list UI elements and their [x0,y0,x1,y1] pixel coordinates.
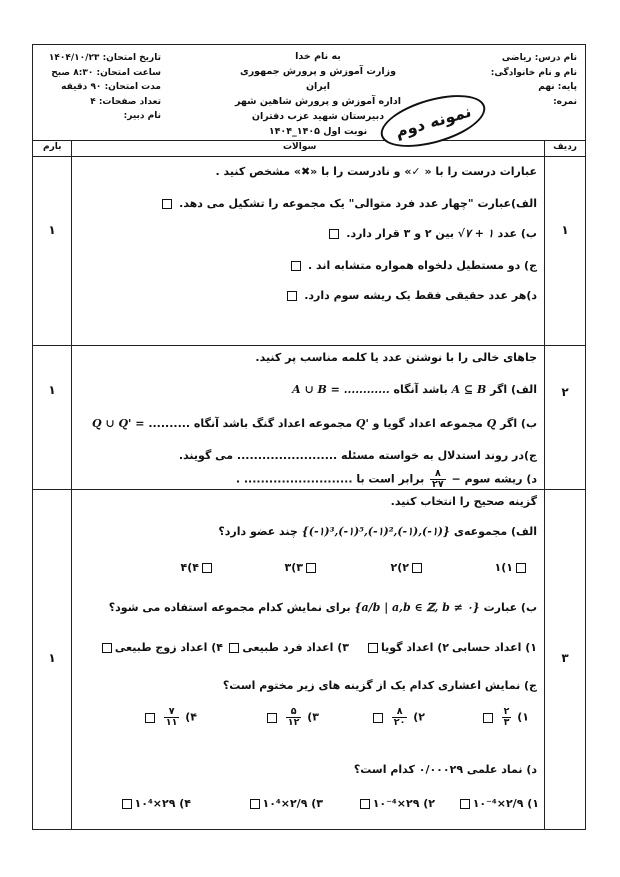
column-headers [33,141,585,157]
question-1-item-c: ج) دو مستطیل دلخواه همواره متشابه اند . [77,259,537,272]
ministry-name: وزارت آموزش و پرورش جمهوری ایران [239,66,397,92]
question-3-score: ۱ [48,651,56,665]
option-3b-4[interactable]: ۴) اعداد زوج طبیعی [99,641,223,654]
checkbox-1a[interactable] [162,199,172,209]
teacher-name-field: نام دبیر: [123,111,161,121]
question-1-number: ۱ [561,223,569,237]
question-2-item-a: الف) اگر A ⊆ B باشد آنگاه A ∪ B = ............ [292,383,537,396]
option-3c-4[interactable]: ۴) $\frac{۷}{۱۱}$ [142,707,197,728]
column-row: ردیف [553,142,577,152]
question-2-title: جاهای خالی را با نوشتن عدد یا کلمه مناسب پر کنید. [255,351,537,364]
checkbox-1b[interactable] [329,229,339,239]
question-1-item-d: د)هر عدد حقیقی فقط یک ریشه سوم دارد. [77,289,537,302]
question-3 [71,489,545,831]
option-3d-4[interactable]: ۴) ۲۹×۱۰⁴ [119,797,191,810]
question-3-item-a: الف) مجموعه‌ی {(-۱)³,(-۱)⁵,(-۱)²,(-۱),(-۱)} چند عضو دارد؟ [218,525,537,538]
question-1-title: عبارات درست را با « ✓» و نادرست را با «✖» مشخص کنید . [215,165,537,178]
department-name: اداره آموزش و پرورش شاهین شهر [235,96,401,107]
option-3d-1[interactable]: ۱) ۲/۹×۱۰⁻⁴ [457,797,539,810]
option-3d-3[interactable]: ۳) ۲/۹×۱۰⁴ [247,797,324,810]
option-3b-2[interactable]: ۲) اعداد گویا [365,641,449,654]
score-field: نمره: [553,96,577,107]
header-exam-info [41,51,161,124]
question-1-item-b: ب) عدد √۷ + ۱ بین ۲ و ۳ قرار دارد. [77,227,537,240]
question-2-item-d: د) ریشه سوم − $\frac{۸}{۲۷}$ برابر است با .......................... . [235,468,537,490]
exam-header [33,45,585,141]
exam-date: تاریخ امتحان: ۱۴۰۴/۱۰/۲۳ [48,53,161,63]
question-3-item-c: ج) نمایش اعشاری کدام یک از گزینه های زیر مختوم است؟ [222,679,537,692]
course-name: نام درس: ریاضی [501,53,577,63]
union-blank[interactable]: A ∪ B = ............ [292,383,390,396]
exam-term: نوبت اول ۱۴۰۵_۱۴۰۴ [268,126,368,137]
exam-duration: مدت امتحان: ۹۰ دقیقه [61,82,161,92]
student-name-field: نام و نام خانوادگی: [490,67,577,78]
option-3b-1[interactable]: ۱) اعداد حسابی [452,641,537,654]
page-count: تعداد صفحات: ۴ [90,96,161,107]
option-3b-3[interactable]: ۳) اعداد فرد طبیعی [226,641,349,654]
option-3d-2[interactable]: ۲) ۲۹×۱۰⁻⁴ [357,797,435,810]
option-3c-1[interactable]: ۱) $\frac{۲}{۳}$ [480,707,529,728]
exam-time: ساعت امتحان: ۸:۳۰ صبح [51,67,161,78]
column-questions: سوالات [283,142,317,152]
question-2-number: ۲ [561,385,569,399]
fraction-8-27: $\frac{۸}{۲۷}$ [432,468,444,490]
option-3c-2[interactable]: ۲) $\frac{۸}{۲۰}$ [370,707,425,728]
question-2-score: ۱ [48,383,56,397]
question-2 [71,345,545,489]
question-3-item-b: ب) عبارت {a/b | a,b ∈ ℤ, b ≠ ۰} برای نمایش کدام مجموعه استفاده می شود؟ [108,601,537,614]
question-2-item-b: ب) اگر Q مجموعه اعداد گویا و Q' مجموعه اعداد گنگ باشد آنگاه .......... Q ∪ Q' = [92,417,537,430]
sample-stamp: نمونه دوم [375,85,491,157]
basmala: به نام خدا [295,51,341,62]
question-1 [71,157,545,345]
school-name: دبیرستان شهید عزب دفتران [251,111,385,122]
exam-sheet [32,44,586,830]
option-3a-1[interactable]: ۱)۱ [495,561,529,574]
column-score: بارم [43,142,62,152]
question-3-title: گزینه صحیح را انتخاب کنید. [390,495,537,508]
sqrt-seven-plus-one: √۷ + ۱ [457,227,494,240]
grade-level: پایه: نهم [538,82,577,92]
option-3a-2[interactable]: ۲)۲ [391,561,425,574]
checkbox-1c[interactable] [291,261,301,271]
header-institution [233,49,403,139]
question-2-item-c[interactable]: ج)در روند استدلال به خواسته مسئله ........................ می گویند. [178,449,537,462]
question-1-score: ۱ [48,223,56,237]
question-3-item-d: د) نماد علمی ۰/۰۰۰۲۹ کدام است؟ [353,763,537,776]
option-3c-3[interactable]: ۳) $\frac{۵}{۱۲}$ [264,707,319,728]
checkbox-1d[interactable] [287,291,297,301]
option-3a-4[interactable]: ۴)۴ [181,561,215,574]
question-1-item-a: الف)عبارت "چهار عدد فرد متوالی" یک مجموعه را تشکیل می دهد. [77,197,537,210]
option-3a-3[interactable]: ۳)۳ [285,561,319,574]
question-3-number: ۳ [561,651,569,665]
